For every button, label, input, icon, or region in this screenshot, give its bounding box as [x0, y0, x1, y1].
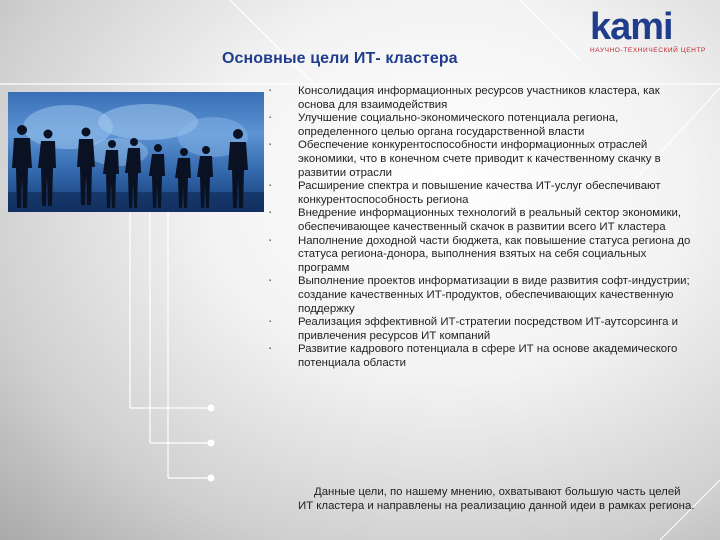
goal-item: ▪ Расширение спектра и повышение качества ИТ-услуг обеспечивают конкурентоспособность региона — [298, 180, 698, 207]
goal-item: ▪ Наполнение доходной части бюджета, как повышение статуса региона до статуса региона-донора, выполнения взятых на себя социальных программ — [298, 235, 698, 276]
logo-wordmark: kami — [590, 6, 673, 48]
closing-paragraph: Данные цели, по нашему мнению, охватывают большую часть целей ИТ кластера и направлены на реализацию данной идеи в рамках региона. — [298, 486, 695, 512]
goal-item: ▪ Выполнение проектов информатизации в виде развития софт-индустрии; создание качественных ИТ-продуктов, обеспечивающих качественную поддержку — [298, 275, 698, 316]
business-people-photo — [8, 92, 264, 212]
goals-list — [298, 85, 698, 370]
goal-item: ▪ Обеспечение конкурентоспособности информационных отраслей экономики, что в конечном счете приводит к качественному скачку в развитии отрасли — [298, 139, 698, 180]
goal-item: ▪ Реализация эффективной ИТ-стратегии посредством ИТ-аутсорсинга и привлечения ресурсов ИТ компаний — [298, 316, 698, 343]
page-title: Основные цели ИТ- кластера — [222, 50, 458, 67]
goal-item: ▪ Развитие кадрового потенциала в сфере ИТ на основе академического потенциала области — [298, 343, 698, 370]
kami-logo — [588, 8, 712, 58]
goal-item: ▪ Улучшение социально-экономического потенциала региона, определенного целью органа государственной власти — [298, 112, 698, 139]
goal-item: ▪ Внедрение информационных технологий в реальный сектор экономики, обеспечивающее качественный скачок в развитии всего ИТ кластера — [298, 207, 698, 234]
logo-subtitle: НАУЧНО-ТЕХНИЧЕСКИЙ ЦЕНТР — [590, 47, 706, 54]
goal-item: ▪ Консолидация информационных ресурсов участников кластера, как основа для взаимодействия — [298, 85, 698, 112]
